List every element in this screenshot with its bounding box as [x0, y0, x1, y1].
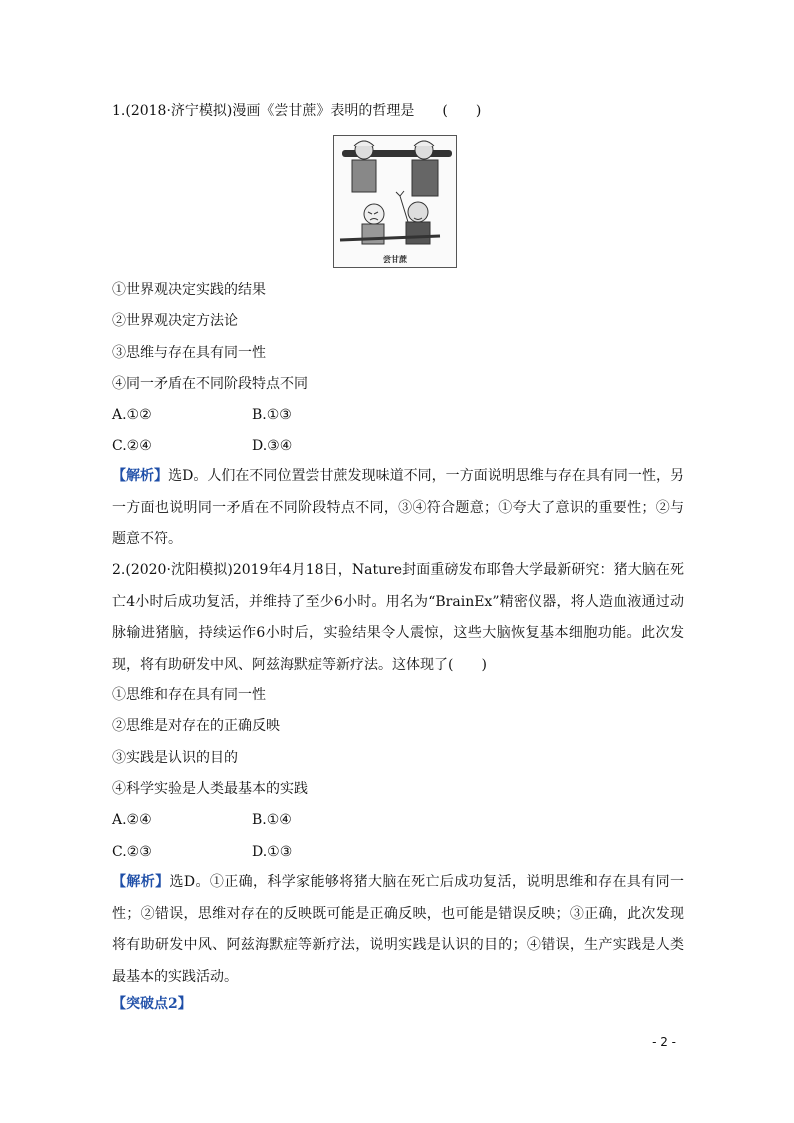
q2-item-4: ④科学实验是人类最基本的实践 — [112, 781, 308, 797]
q1-item-4: ④同一矛盾在不同阶段特点不同 — [112, 376, 308, 392]
page-number: - 2 - — [652, 1035, 676, 1049]
q1-item-1: ①世界观决定实践的结果 — [112, 282, 266, 298]
q1-stem: 1.(2018·济宁模拟)漫画《尝甘蔗》表明的哲理是 ( ) — [112, 103, 482, 119]
q1-analysis-tag: 【解析】 — [112, 468, 169, 484]
q2-option-a: A.②④ — [112, 812, 152, 828]
q1-option-a: A.①② — [112, 407, 152, 423]
q2-option-b: B.①④ — [252, 812, 292, 828]
q2-option-d: D.①③ — [252, 844, 293, 860]
section-label-text: 【突破点2】 — [112, 996, 192, 1012]
q1-option-b: B.①③ — [252, 407, 292, 423]
section-label — [112, 994, 192, 1014]
q2-analysis — [112, 867, 684, 993]
cartoon-drawing — [334, 136, 456, 256]
cartoon-caption: 尝甘蔗 — [383, 255, 407, 264]
q2-item-3: ③实践是认识的目的 — [112, 750, 238, 766]
q2-analysis-text: 选D。①正确，科学家能够将猪大脑在死亡后成功复活，说明思维和存在具有同一性；②错误，思维对存在的反映既可能是正确反映，也可能是错误反映；③正确，此次发现将有助研发中风、阿兹海默症等新疗法，说明实践是认识的目的；④错误，生产实践是人类最基本的实践活动。 — [112, 874, 684, 985]
q1-analysis-text: 选D。人们在不同位置尝甘蔗发现味道不同，一方面说明思维与存在具有同一性，另一方面也说明同一矛盾在不同阶段特点不同，③④符合题意；①夸大了意识的重要性；②与题意不符。 — [112, 468, 684, 547]
q2-option-c: C.②③ — [112, 844, 152, 860]
q1-option-c: C.②④ — [112, 438, 152, 454]
q1-item-2: ②世界观决定方法论 — [112, 313, 238, 329]
q2-item-2: ②思维是对存在的正确反映 — [112, 718, 280, 734]
q2-item-1: ①思维和存在具有同一性 — [112, 687, 266, 703]
q2-analysis-tag: 【解析】 — [112, 874, 170, 890]
q1-item-3: ③思维与存在具有同一性 — [112, 345, 266, 361]
cartoon-image — [333, 135, 457, 268]
q1-option-d: D.③④ — [252, 438, 293, 454]
q2-stem: 2.(2020·沈阳模拟)2019年4月18日，Nature封面重磅发布耶鲁大学最新研究：猪大脑在死亡4小时后成功复活，并维持了至少6小时。用名为“BrainEx”精密仪器，将人造血液通过动脉输进猪脑，持续运作6小时后，实验结果令人震惊，这些大脑恢复基本细胞功能。此次发现，将有助研发中风、阿兹海默症等新疗法。这体现了( ) — [112, 562, 684, 673]
q1-analysis — [112, 461, 684, 556]
